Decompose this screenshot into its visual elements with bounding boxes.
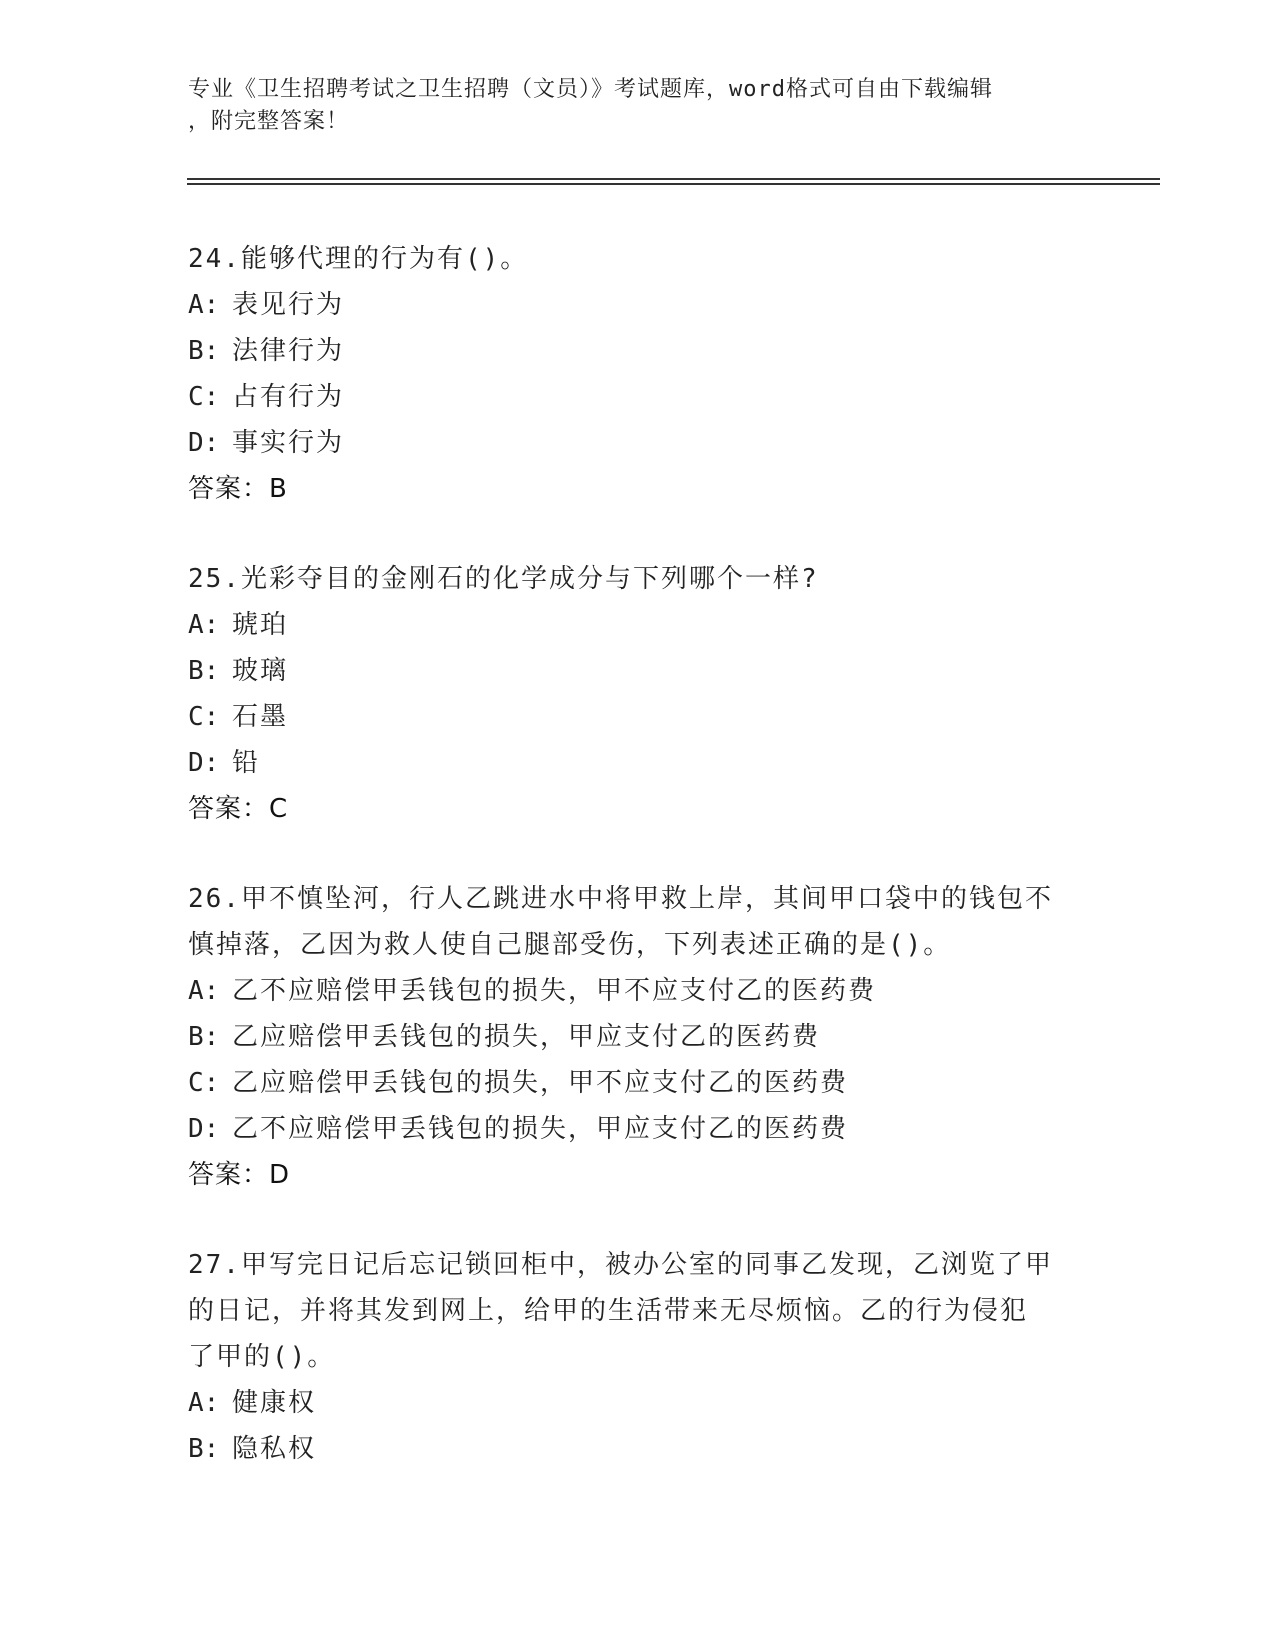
question-27: [188, 1242, 1088, 1472]
option-text: 占有行为: [232, 382, 345, 412]
option-a: [188, 968, 1088, 1014]
option-d: [188, 1106, 1088, 1152]
answer-text: 答案：C: [188, 794, 289, 824]
option-d: [188, 420, 1088, 466]
option-text: 玻璃: [232, 656, 289, 686]
answer-text: 答案：D: [188, 1160, 291, 1190]
option-text: 隐私权: [232, 1434, 317, 1464]
option-b: [188, 1014, 1088, 1060]
question-text: 了甲的()。: [188, 1342, 336, 1372]
header-rule-bottom: [187, 183, 1160, 185]
question-text: 24.能够代理的行为有()。: [188, 244, 529, 274]
option-text: 健康权: [232, 1388, 317, 1418]
option-c: [188, 1060, 1088, 1106]
option-text: 琥珀: [232, 610, 289, 640]
header-rule-top: [187, 178, 1160, 180]
option-key: B:: [188, 656, 220, 686]
option-text: 乙不应赔偿甲丢钱包的损失，甲不应支付乙的医药费: [232, 976, 877, 1006]
option-text: 铅: [232, 748, 261, 778]
question-text: 的日记，并将其发到网上，给甲的生活带来无尽烦恼。乙的行为侵犯: [188, 1296, 1029, 1326]
option-b: [188, 328, 1088, 374]
option-text: 事实行为: [232, 428, 345, 458]
option-key: D:: [188, 1114, 220, 1144]
option-key: A:: [188, 976, 220, 1006]
option-text: 表见行为: [232, 290, 345, 320]
option-key: B:: [188, 1022, 220, 1052]
question-text: 27.甲写完日记后忘记锁回柜中，被办公室的同事乙发现，乙浏览了甲: [188, 1250, 1053, 1280]
question-text: 慎掉落，乙因为救人使自己腿部受伤，下列表述正确的是()。: [188, 930, 952, 960]
option-key: A:: [188, 610, 220, 640]
header-line: ，附完整答案！: [188, 109, 350, 134]
option-key: B:: [188, 336, 220, 366]
option-key: D:: [188, 748, 220, 778]
question-text: 25.光彩夺目的金刚石的化学成分与下列哪个一样?: [188, 564, 819, 594]
option-a: [188, 282, 1088, 328]
option-a: [188, 1380, 1088, 1426]
option-key: C:: [188, 702, 220, 732]
option-key: B:: [188, 1434, 220, 1464]
option-b: [188, 1426, 1088, 1472]
option-key: D:: [188, 428, 220, 458]
option-b: [188, 648, 1088, 694]
option-text: 乙应赔偿甲丢钱包的损失，甲不应支付乙的医药费: [232, 1068, 849, 1098]
option-c: [188, 694, 1088, 740]
option-a: [188, 602, 1088, 648]
option-key: A:: [188, 1388, 220, 1418]
option-d: [188, 740, 1088, 786]
option-key: C:: [188, 1068, 220, 1098]
option-text: 石墨: [232, 702, 289, 732]
option-key: A:: [188, 290, 220, 320]
question-26: [188, 876, 1088, 1198]
question-25: [188, 556, 1088, 832]
answer-text: 答案：B: [188, 474, 288, 504]
question-24: [188, 236, 1088, 512]
document-header: [188, 74, 1088, 138]
option-text: 乙应赔偿甲丢钱包的损失，甲应支付乙的医药费: [232, 1022, 821, 1052]
option-key: C:: [188, 382, 220, 412]
option-c: [188, 374, 1088, 420]
option-text: 乙不应赔偿甲丢钱包的损失，甲应支付乙的医药费: [232, 1114, 849, 1144]
option-text: 法律行为: [232, 336, 345, 366]
question-list: [188, 236, 1088, 1516]
question-text: 26.甲不慎坠河，行人乙跳进水中将甲救上岸，其间甲口袋中的钱包不: [188, 884, 1053, 914]
header-line: 专业《卫生招聘考试之卫生招聘（文员）》考试题库，word格式可自由下载编辑: [188, 77, 993, 102]
